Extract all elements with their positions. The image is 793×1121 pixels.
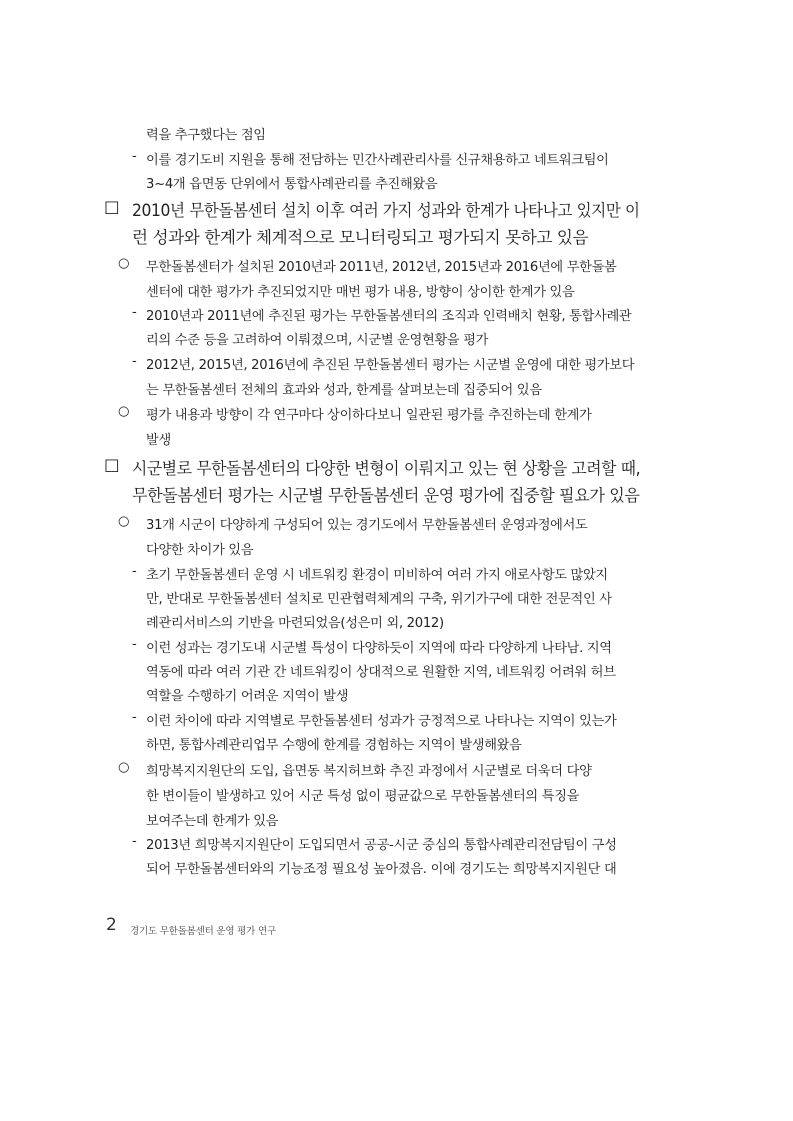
dash-bullet: - (132, 710, 137, 725)
body-line: 이런 차이에 따라 지역별로 무한돌봄센터 성과가 긍정적으로 나타나는 지역이 있는가 (146, 714, 617, 729)
body-line: 무한돌봄센터가 설치된 2010년과 2011년, 2012년, 2015년과 2016년에 무한돌봄 (146, 260, 617, 275)
body-line: 역동에 따라 여러 기관 간 네트워킹이 상대적으로 원활한 지역, 네트워킹 어려워 허브 (146, 665, 616, 680)
dash-bullet: - (132, 637, 137, 652)
body-line: 2010년과 2011년에 추진된 평가는 무한돌봄센터의 조직과 인력배치 현황, 통합사례관 (146, 309, 632, 324)
body-line: 이를 경기도비 지원을 통해 전담하는 민간사례관리사를 신규채용하고 네트워크팀이 (146, 153, 609, 168)
body-line: 다양한 차이가 있음 (146, 543, 254, 558)
square-bullet: □ (104, 455, 120, 474)
body-line: 3~4개 읍면동 단위에서 통합사례관리를 추진해왔음 (146, 177, 438, 192)
body-line: 센터에 대한 평가가 추진되었지만 매번 평가 내용, 방향이 상이한 한계가 있음 (146, 285, 575, 300)
circle-bullet: ○ (118, 256, 130, 271)
body-line: 초기 무한돌봄센터 운영 시 네트워킹 환경이 미비하여 여러 가지 애로사항도 많았지 (146, 568, 608, 583)
dash-bullet: - (132, 564, 137, 579)
body-line: 2010년 무한돌봄센터 설치 이후 여러 가지 성과와 한계가 나타나고 있지만 이 (132, 201, 640, 220)
body-line: 평가 내용과 방향이 각 연구마다 상이하다보니 일관된 평가를 추진하는데 한계가 (146, 408, 592, 423)
body-line: 하면, 통합사례관리업무 수행에 한계를 경험하는 지역이 발생해왔음 (146, 738, 522, 753)
body-line: 만, 반대로 무한돌봄센터 설치로 민관협력체계의 구축, 위기가구에 대한 전문적인 사 (146, 592, 612, 607)
body-line: 되어 무한돌봄센터와의 기능조정 필요성 높아졌음. 이에 경기도는 희망복지지원단 대 (146, 862, 617, 877)
body-line: 보여주는데 한계가 있음 (146, 814, 279, 829)
body-line: 이런 성과는 경기도내 시군별 특성이 다양하듯이 지역에 따라 다양하게 나타남. 지역 (146, 641, 612, 656)
body-line: 31개 시군이 다양하게 구성되어 있는 경기도에서 무한돌봄센터 운영과정에서도 (146, 518, 588, 533)
dash-bullet: - (132, 354, 137, 369)
body-line: 력을 추구했다는 점임 (146, 128, 266, 143)
body-line: 한 변이들이 발생하고 있어 시군 특성 없이 평균값으로 무한돌봄센터의 특징을 (146, 789, 580, 804)
body-line: 시군별로 무한돌봄센터의 다양한 변형이 이뤄지고 있는 현 상황을 고려할 때, (132, 459, 641, 478)
body-line: 례관리서비스의 기반을 마련되었음(성은미 외, 2012) (146, 616, 444, 631)
dash-bullet: - (132, 305, 137, 320)
page-number: 2 (106, 915, 117, 935)
running-title: 경기도 무한돌봄센터 운영 평가 연구 (130, 926, 276, 937)
dash-bullet: - (132, 149, 137, 164)
body-line: 2012년, 2015년, 2016년에 추진된 무한돌봄센터 평가는 시군별 운영에 대한 평가보다 (146, 358, 635, 373)
body-line: 무한돌봄센터 평가는 시군별 무한돌봄센터 운영 평가에 집중할 필요가 있음 (132, 486, 640, 505)
body-line: 희망복지지원단의 도입, 읍면동 복지허브화 추진 과정에서 시군별로 더욱더 다양 (146, 764, 592, 779)
circle-bullet: ○ (118, 760, 130, 775)
body-line: 2013년 희망복지지원단이 도입되면서 공공-시군 중심의 통합사례관리전담팀이 구성 (146, 838, 617, 853)
body-line: 리의 수준 등을 고려하여 이뤄졌으며, 시군별 운영현황을 평가 (146, 333, 489, 348)
circle-bullet: ○ (118, 514, 130, 529)
body-line: 발생 (146, 433, 171, 448)
body-line: 역할을 수행하기 어려운 지역이 발생 (146, 689, 349, 704)
body-line: 런 성과와 한계가 체계적으로 모니터링되고 평가되지 못하고 있음 (132, 228, 589, 247)
dash-bullet: - (132, 834, 137, 849)
body-line: 는 무한돌봄센터 전체의 효과와 성과, 한계를 살펴보는데 집중되어 있음 (146, 383, 542, 398)
square-bullet: □ (104, 197, 120, 216)
circle-bullet: ○ (118, 404, 130, 419)
